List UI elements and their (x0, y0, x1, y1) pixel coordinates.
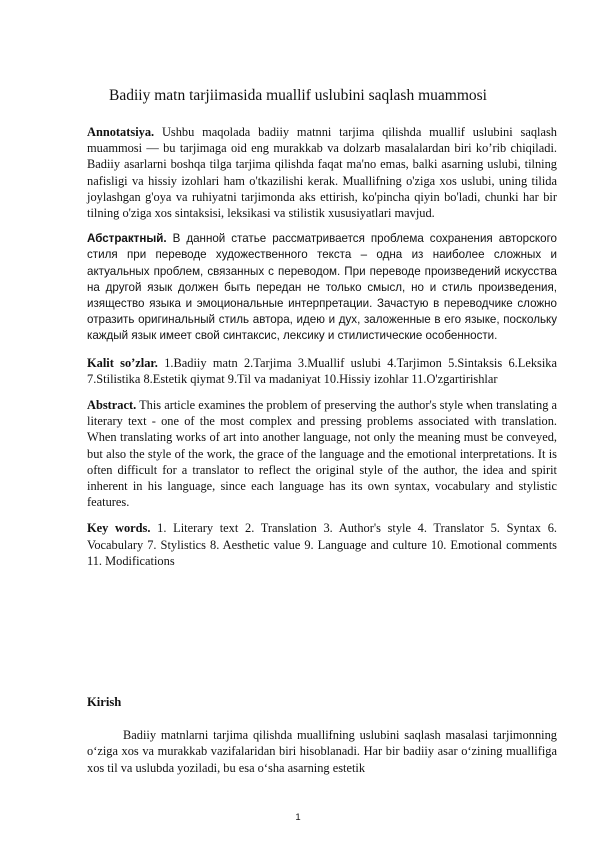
intro-paragraph: Badiiy matnlarni tarjima qilishda muallifning uslubini saqlash masalasi tarjimonning o‘ziga xos va murakkab vazifalaridan biri hisoblanadi. Har bir badiiy asar o‘zining muallifiga xos til va uslubda yoziladi, bu esa o‘sha asarning estetik (87, 728, 557, 775)
section-heading: Kirish (87, 695, 122, 709)
abstract-ru-label: Абстрактный. (87, 232, 167, 246)
keywords-paragraph (87, 520, 557, 569)
kalit-paragraph (87, 355, 557, 387)
abstract-block (87, 124, 557, 579)
keywords-label: Key words. (87, 521, 151, 536)
kalit-text: 1.Badiiy matn 2.Tarjima 3.Muallif uslubi 4.Tarjimon 5.Sintaksis 6.Leksika 7.Stilistika 8.Estetik qiymat 9.Til va madaniyat 10.Hissiy izohlar 11.O'zgartirishlar (87, 355, 557, 386)
keywords-text: 1. Literary text 2. Translation 3. Author's style 4. Translator 5. Syntax 6. Vocabulary 7. Stylistics 8. Aesthetic value 9. Language and culture 10. Emotional comments 11. Modifications (87, 521, 557, 568)
abstract-en-label: Abstract. (87, 398, 137, 413)
abstract-ru-paragraph (87, 231, 557, 344)
abstract-en-text: This article examines the problem of preserving the author's style when translating a literary text - one of the most complex and pressing problems associated with translation. When translating works of art into another language, not only the meaning must be conveyed, but also the style of the work, the grace of the language and the emotional interpretations. It is often difficult for a translator to reflect the original style of the author, the idea and spirit inherent in his language, since each language has its own syntax, vocabulary and stylistic features. (87, 398, 557, 510)
annotatsiya-label: Annotatsiya. (87, 125, 155, 139)
annotatsiya-paragraph (87, 124, 557, 221)
annotatsiya-text: Ushbu maqolada badiiy matnni tarjima qilishda muallif uslubini saqlash muammosi — bu tarjimaga oid eng murakkab va dolzarb masalalardan biri ko’rib chiqiladi. Badiiy asarlarni boshqa tilga tarjima qilishda faqat ma'no emas, balki asarning uslubi, tilning nafisligi va hissiy izohlari ham o'tkazilishi kerak. Muallifning o'ziga xos uslubi, uning tilida joylashgan g'oya va ruhiyatni tarjimonda aks ettirish, ko'pincha qiyin bo'ladi, chunki har bir tilning o'ziga xos sintaksisi, leksikasi va stilistik xususiyatlari mavjud. (87, 125, 557, 221)
abstract-ru-text: В данной статье рассматривается проблема сохранения авторского стиля при переводе художественного текста – одна из наиболее сложных и актуальных проблем, связанных с переводом. При переводе произведений искусства на другой язык должен быть передан не только смысл, но и стиль произведения, изящество языка и эмоциональные интерпретации. Зачастую в переводчике сложно отразить оригинальный стиль автора, идею и дух, заложенные в его языке, поскольку каждый язык имеет свой синтаксис, лексику и стилистические особенности. (87, 232, 557, 343)
paper-title: Badiiy matn tarjiimasida muallif uslubini saqlash muammosi (109, 87, 487, 104)
kalit-label: Kalit so’zlar. (87, 355, 158, 370)
abstract-en-paragraph (87, 397, 557, 510)
page-number: 1 (295, 812, 301, 823)
